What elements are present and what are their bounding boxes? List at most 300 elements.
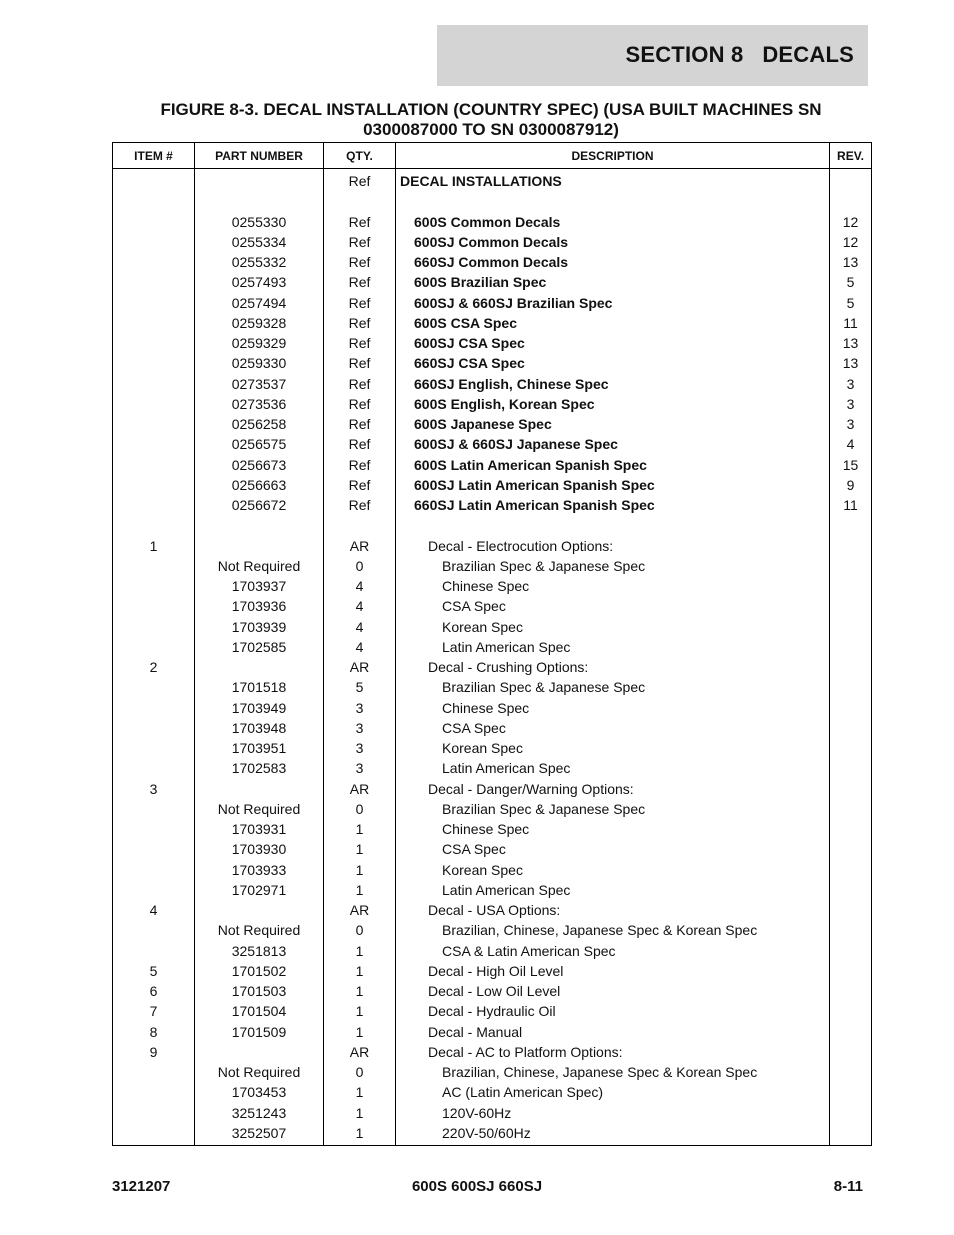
quantity-cell: 5 — [324, 677, 396, 697]
part-number-cell: 1701502 — [195, 961, 324, 981]
description-cell: Decal - Hydraulic Oil — [396, 1001, 830, 1021]
description-cell: 600S Latin American Spanish Spec — [396, 455, 830, 475]
item-number-cell — [113, 1082, 195, 1102]
item-number-cell — [113, 353, 195, 373]
quantity-cell: 4 — [324, 617, 396, 637]
item-number-cell — [113, 677, 195, 697]
table-row — [113, 515, 872, 535]
item-number-cell — [113, 819, 195, 839]
part-number-cell: 3251243 — [195, 1103, 324, 1123]
quantity-cell: 1 — [324, 1103, 396, 1123]
item-number-cell: 2 — [113, 657, 195, 677]
item-number-cell — [113, 495, 195, 515]
part-number-cell: 0259330 — [195, 353, 324, 373]
part-number-cell: 0273537 — [195, 374, 324, 394]
table-row — [113, 394, 872, 414]
part-number-cell: Not Required — [195, 1062, 324, 1082]
part-number-cell: Not Required — [195, 920, 324, 940]
revision-cell: 12 — [830, 212, 872, 232]
revision-cell — [830, 860, 872, 880]
quantity-cell: 1 — [324, 961, 396, 981]
part-number-cell: 1701503 — [195, 981, 324, 1001]
part-number-cell: 1703933 — [195, 860, 324, 880]
item-number-cell — [113, 920, 195, 940]
item-number-cell — [113, 252, 195, 272]
revision-cell — [830, 191, 872, 211]
part-number-cell: 0273536 — [195, 394, 324, 414]
item-number-cell — [113, 839, 195, 859]
revision-cell — [830, 779, 872, 799]
table-row — [113, 1042, 872, 1062]
part-number-cell: 0255332 — [195, 252, 324, 272]
table-row — [113, 617, 872, 637]
item-number-cell — [113, 475, 195, 495]
part-number-cell — [195, 515, 324, 535]
revision-cell — [830, 556, 872, 576]
description-cell: 600S Japanese Spec — [396, 414, 830, 434]
table-row — [113, 1103, 872, 1123]
revision-cell — [830, 169, 872, 192]
revision-cell — [830, 1042, 872, 1062]
revision-cell — [830, 576, 872, 596]
item-number-cell — [113, 169, 195, 192]
table-row — [113, 677, 872, 697]
item-number-cell — [113, 758, 195, 778]
part-number-cell: 0255334 — [195, 232, 324, 252]
part-number-cell: 1703931 — [195, 819, 324, 839]
table-row — [113, 839, 872, 859]
item-number-cell — [113, 1062, 195, 1082]
revision-cell — [830, 880, 872, 900]
item-number-cell — [113, 232, 195, 252]
description-cell: Decal - USA Options: — [396, 900, 830, 920]
revision-cell — [830, 941, 872, 961]
revision-cell — [830, 900, 872, 920]
item-number-cell — [113, 374, 195, 394]
part-number-cell: 0256672 — [195, 495, 324, 515]
description-cell: DECAL INSTALLATIONS — [396, 169, 830, 192]
table-row — [113, 455, 872, 475]
quantity-cell — [324, 191, 396, 211]
part-number-cell — [195, 191, 324, 211]
table-row — [113, 880, 872, 900]
revision-cell — [830, 799, 872, 819]
table-row — [113, 860, 872, 880]
figure-title-line-1: FIGURE 8-3. DECAL INSTALLATION (COUNTRY SPEC) (USA BUILT MACHINES SN — [160, 100, 822, 119]
table-row — [113, 576, 872, 596]
part-number-cell: 1703949 — [195, 698, 324, 718]
quantity-cell: Ref — [324, 313, 396, 333]
item-number-cell — [113, 698, 195, 718]
quantity-cell: 1 — [324, 880, 396, 900]
quantity-cell: 0 — [324, 799, 396, 819]
section-banner — [437, 25, 868, 86]
quantity-cell: Ref — [324, 495, 396, 515]
revision-cell — [830, 981, 872, 1001]
item-number-cell — [113, 414, 195, 434]
part-number-cell: 1703930 — [195, 839, 324, 859]
revision-cell: 13 — [830, 353, 872, 373]
item-number-cell: 9 — [113, 1042, 195, 1062]
item-number-cell: 6 — [113, 981, 195, 1001]
quantity-cell: AR — [324, 657, 396, 677]
item-number-cell — [113, 576, 195, 596]
revision-cell: 9 — [830, 475, 872, 495]
part-number-cell: 0256258 — [195, 414, 324, 434]
description-cell: 600S CSA Spec — [396, 313, 830, 333]
part-number-cell: 1703936 — [195, 596, 324, 616]
item-number-cell: 8 — [113, 1022, 195, 1042]
revision-cell — [830, 1082, 872, 1102]
part-number-cell: 3252507 — [195, 1123, 324, 1146]
quantity-cell: 1 — [324, 1022, 396, 1042]
revision-cell: 3 — [830, 374, 872, 394]
quantity-cell: Ref — [324, 272, 396, 292]
description-cell: 600S Brazilian Spec — [396, 272, 830, 292]
description-cell — [396, 191, 830, 211]
table-row — [113, 374, 872, 394]
revision-cell: 13 — [830, 333, 872, 353]
revision-cell — [830, 698, 872, 718]
description-cell: Korean Spec — [396, 860, 830, 880]
description-cell: Decal - Crushing Options: — [396, 657, 830, 677]
description-cell: Brazilian Spec & Japanese Spec — [396, 677, 830, 697]
item-number-cell — [113, 333, 195, 353]
part-number-cell — [195, 657, 324, 677]
quantity-cell: Ref — [324, 414, 396, 434]
revision-cell: 3 — [830, 414, 872, 434]
part-number-cell: 1702585 — [195, 637, 324, 657]
description-cell: Latin American Spec — [396, 880, 830, 900]
table-row — [113, 1123, 872, 1146]
quantity-cell: Ref — [324, 333, 396, 353]
part-number-cell: 0256663 — [195, 475, 324, 495]
item-number-cell: 7 — [113, 1001, 195, 1021]
table-row — [113, 495, 872, 515]
part-number-cell: 1701504 — [195, 1001, 324, 1021]
revision-cell — [830, 617, 872, 637]
quantity-cell: Ref — [324, 455, 396, 475]
revision-cell — [830, 718, 872, 738]
item-number-cell — [113, 637, 195, 657]
part-number-cell: 0257494 — [195, 293, 324, 313]
quantity-cell: 1 — [324, 1001, 396, 1021]
item-number-cell — [113, 738, 195, 758]
table-row — [113, 981, 872, 1001]
description-cell: 600SJ Latin American Spanish Spec — [396, 475, 830, 495]
part-number-cell: 0257493 — [195, 272, 324, 292]
revision-cell — [830, 1022, 872, 1042]
revision-cell — [830, 657, 872, 677]
quantity-cell: 3 — [324, 698, 396, 718]
table-row — [113, 333, 872, 353]
item-number-cell — [113, 596, 195, 616]
quantity-cell: 1 — [324, 839, 396, 859]
quantity-cell: Ref — [324, 232, 396, 252]
figure-title-line-2: 0300087000 TO SN 0300087912) — [363, 120, 619, 139]
part-number-cell: 1701518 — [195, 677, 324, 697]
table-row — [113, 313, 872, 333]
description-cell: Latin American Spec — [396, 758, 830, 778]
part-number-cell — [195, 169, 324, 192]
description-cell: Brazilian, Chinese, Japanese Spec & Korean Spec — [396, 920, 830, 940]
table-row — [113, 758, 872, 778]
part-number-cell: 1703937 — [195, 576, 324, 596]
revision-cell: 11 — [830, 313, 872, 333]
description-cell: CSA & Latin American Spec — [396, 941, 830, 961]
description-cell: 600SJ CSA Spec — [396, 333, 830, 353]
part-number-cell — [195, 900, 324, 920]
quantity-cell: AR — [324, 1042, 396, 1062]
table-row — [113, 920, 872, 940]
table-row — [113, 1062, 872, 1082]
description-cell: 660SJ Latin American Spanish Spec — [396, 495, 830, 515]
revision-cell: 11 — [830, 495, 872, 515]
description-cell: Brazilian, Chinese, Japanese Spec & Korean Spec — [396, 1062, 830, 1082]
item-number-cell — [113, 617, 195, 637]
table-row — [113, 353, 872, 373]
description-cell: 600S English, Korean Spec — [396, 394, 830, 414]
quantity-cell: 3 — [324, 738, 396, 758]
quantity-cell: Ref — [324, 252, 396, 272]
revision-cell: 15 — [830, 455, 872, 475]
table-row — [113, 536, 872, 556]
item-number-cell: 5 — [113, 961, 195, 981]
revision-cell — [830, 515, 872, 535]
table-row — [113, 941, 872, 961]
revision-cell — [830, 839, 872, 859]
description-cell: CSA Spec — [396, 596, 830, 616]
item-number-cell — [113, 718, 195, 738]
item-number-cell — [113, 860, 195, 880]
item-number-cell: 3 — [113, 779, 195, 799]
part-number-cell: Not Required — [195, 799, 324, 819]
quantity-cell: 4 — [324, 637, 396, 657]
table-row — [113, 232, 872, 252]
item-number-cell — [113, 212, 195, 232]
part-number-cell: 0259328 — [195, 313, 324, 333]
column-header-qty: QTY. — [324, 143, 396, 169]
table-row — [113, 1001, 872, 1021]
quantity-cell: Ref — [324, 374, 396, 394]
item-number-cell — [113, 455, 195, 475]
item-number-cell — [113, 434, 195, 454]
quantity-cell: 4 — [324, 596, 396, 616]
quantity-cell: Ref — [324, 293, 396, 313]
quantity-cell: 1 — [324, 1082, 396, 1102]
quantity-cell: 1 — [324, 1123, 396, 1146]
revision-cell — [830, 1001, 872, 1021]
revision-cell — [830, 1062, 872, 1082]
description-cell: Decal - Manual — [396, 1022, 830, 1042]
revision-cell — [830, 677, 872, 697]
description-cell: AC (Latin American Spec) — [396, 1082, 830, 1102]
part-number-cell: 1702583 — [195, 758, 324, 778]
column-header-part-number: PART NUMBER — [195, 143, 324, 169]
quantity-cell: 1 — [324, 860, 396, 880]
revision-cell — [830, 961, 872, 981]
quantity-cell: 1 — [324, 981, 396, 1001]
description-cell: Korean Spec — [396, 617, 830, 637]
footer-page-number: 8-11 — [833, 1178, 863, 1195]
quantity-cell: 0 — [324, 1062, 396, 1082]
part-number-cell — [195, 1042, 324, 1062]
description-cell: Brazilian Spec & Japanese Spec — [396, 556, 830, 576]
part-number-cell — [195, 779, 324, 799]
quantity-cell: AR — [324, 536, 396, 556]
part-number-cell: 1701509 — [195, 1022, 324, 1042]
figure-title — [112, 100, 870, 140]
item-number-cell — [113, 1123, 195, 1146]
table-row — [113, 212, 872, 232]
part-number-cell: Not Required — [195, 556, 324, 576]
item-number-cell — [113, 515, 195, 535]
table-row — [113, 475, 872, 495]
parts-table-header — [113, 143, 872, 169]
table-row — [113, 718, 872, 738]
description-cell: Latin American Spec — [396, 637, 830, 657]
description-cell: Korean Spec — [396, 738, 830, 758]
part-number-cell: 0255330 — [195, 212, 324, 232]
description-cell: Decal - High Oil Level — [396, 961, 830, 981]
item-number-cell: 1 — [113, 536, 195, 556]
item-number-cell: 4 — [113, 900, 195, 920]
item-number-cell — [113, 799, 195, 819]
revision-cell: 5 — [830, 272, 872, 292]
item-number-cell — [113, 941, 195, 961]
quantity-cell: Ref — [324, 394, 396, 414]
item-number-cell — [113, 394, 195, 414]
description-cell: 600S Common Decals — [396, 212, 830, 232]
table-row — [113, 900, 872, 920]
parts-table-body — [113, 169, 872, 1146]
part-number-cell: 0259329 — [195, 333, 324, 353]
table-row — [113, 434, 872, 454]
item-number-cell — [113, 880, 195, 900]
revision-cell: 13 — [830, 252, 872, 272]
item-number-cell — [113, 1103, 195, 1123]
part-number-cell: 1703951 — [195, 738, 324, 758]
quantity-cell: 1 — [324, 819, 396, 839]
revision-cell: 3 — [830, 394, 872, 414]
quantity-cell: Ref — [324, 475, 396, 495]
quantity-cell: 0 — [324, 920, 396, 940]
description-cell: CSA Spec — [396, 839, 830, 859]
table-row — [113, 191, 872, 211]
revision-cell — [830, 738, 872, 758]
revision-cell: 4 — [830, 434, 872, 454]
description-cell: Brazilian Spec & Japanese Spec — [396, 799, 830, 819]
part-number-cell: 1703453 — [195, 1082, 324, 1102]
quantity-cell: Ref — [324, 169, 396, 192]
description-cell: 600SJ & 660SJ Japanese Spec — [396, 434, 830, 454]
description-cell: 600SJ Common Decals — [396, 232, 830, 252]
table-row — [113, 252, 872, 272]
description-cell: 220V-50/60Hz — [396, 1123, 830, 1146]
part-number-cell: 3251813 — [195, 941, 324, 961]
quantity-cell: Ref — [324, 434, 396, 454]
quantity-cell: 4 — [324, 576, 396, 596]
description-cell: 120V-60Hz — [396, 1103, 830, 1123]
description-cell: CSA Spec — [396, 718, 830, 738]
table-row — [113, 556, 872, 576]
column-header-rev: REV. — [830, 143, 872, 169]
revision-cell — [830, 758, 872, 778]
quantity-cell: 3 — [324, 718, 396, 738]
quantity-cell: 0 — [324, 556, 396, 576]
quantity-cell: Ref — [324, 353, 396, 373]
table-row — [113, 637, 872, 657]
table-row — [113, 596, 872, 616]
description-cell: Decal - Danger/Warning Options: — [396, 779, 830, 799]
description-cell: Chinese Spec — [396, 819, 830, 839]
description-cell: Decal - AC to Platform Options: — [396, 1042, 830, 1062]
section-title: SECTION 8 DECALS — [625, 42, 854, 67]
part-number-cell: 1702971 — [195, 880, 324, 900]
table-row — [113, 799, 872, 819]
part-number-cell: 1703939 — [195, 617, 324, 637]
table-row — [113, 961, 872, 981]
item-number-cell — [113, 293, 195, 313]
table-row — [113, 272, 872, 292]
quantity-cell: 3 — [324, 758, 396, 778]
table-row — [113, 293, 872, 313]
revision-cell — [830, 920, 872, 940]
table-row — [113, 779, 872, 799]
revision-cell — [830, 536, 872, 556]
part-number-cell: 1703948 — [195, 718, 324, 738]
description-cell: Chinese Spec — [396, 576, 830, 596]
footer-doc-number: 3121207 — [112, 1178, 171, 1195]
parts-table — [112, 142, 872, 1146]
footer-models: 600S 600SJ 660SJ — [411, 1178, 543, 1195]
header-row — [113, 143, 872, 169]
quantity-cell — [324, 515, 396, 535]
table-row — [113, 1022, 872, 1042]
revision-cell: 12 — [830, 232, 872, 252]
revision-cell — [830, 596, 872, 616]
table-row — [113, 819, 872, 839]
item-number-cell — [113, 272, 195, 292]
description-cell: Decal - Low Oil Level — [396, 981, 830, 1001]
description-cell: 660SJ Common Decals — [396, 252, 830, 272]
description-cell — [396, 515, 830, 535]
table-row — [113, 1082, 872, 1102]
column-header-item: ITEM # — [113, 143, 195, 169]
item-number-cell — [113, 556, 195, 576]
part-number-cell: 0256673 — [195, 455, 324, 475]
part-number-cell: 0256575 — [195, 434, 324, 454]
table-row — [113, 738, 872, 758]
quantity-cell: AR — [324, 900, 396, 920]
item-number-cell — [113, 313, 195, 333]
revision-cell: 5 — [830, 293, 872, 313]
table-row — [113, 414, 872, 434]
description-cell: 660SJ English, Chinese Spec — [396, 374, 830, 394]
column-header-description: DESCRIPTION — [396, 143, 830, 169]
quantity-cell: AR — [324, 779, 396, 799]
table-row — [113, 698, 872, 718]
table-row — [113, 657, 872, 677]
revision-cell — [830, 1123, 872, 1146]
description-cell: Decal - Electrocution Options: — [396, 536, 830, 556]
revision-cell — [830, 819, 872, 839]
revision-cell — [830, 637, 872, 657]
description-cell: 660SJ CSA Spec — [396, 353, 830, 373]
description-cell: Chinese Spec — [396, 698, 830, 718]
quantity-cell: 1 — [324, 941, 396, 961]
table-row — [113, 169, 872, 192]
